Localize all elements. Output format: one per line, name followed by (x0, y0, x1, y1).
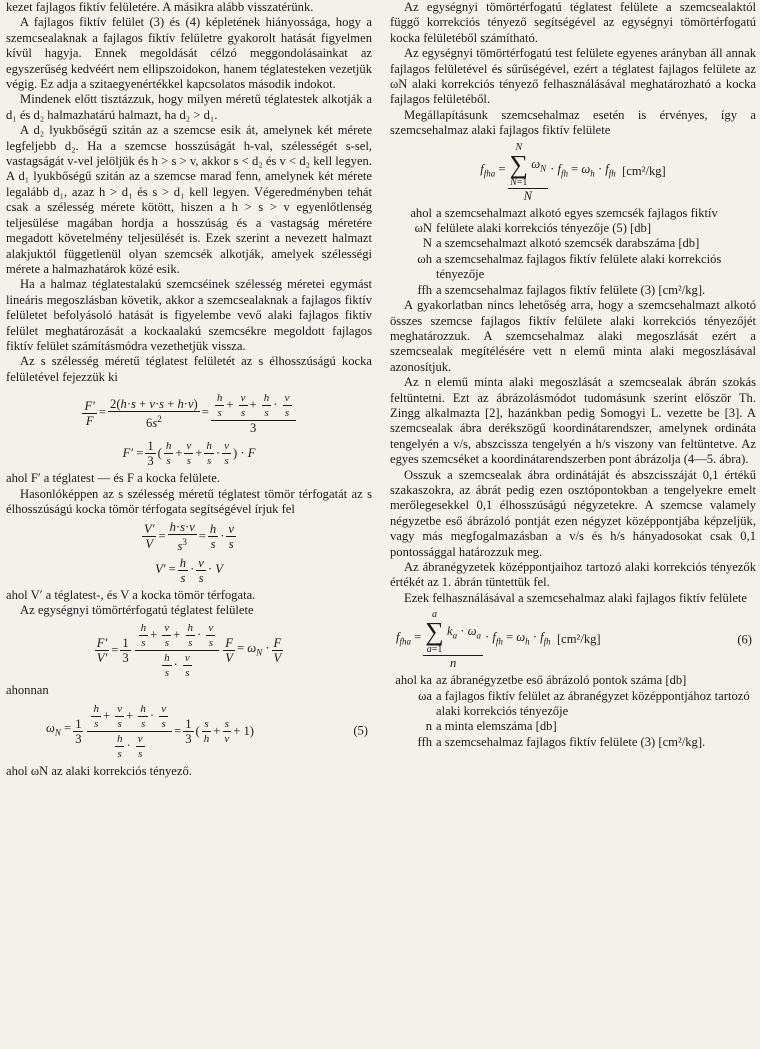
definition-item (390, 283, 756, 298)
unit-label: [cm²/kg] (556, 632, 601, 647)
paragraph: ahonnan (6, 683, 49, 698)
paragraph: A gyakorlatban nincs lehetőség arra, hogy a szemcsehalmazt alkotó összes szemcse fajlagos fiktív felülete alaki korrekciós tényezőjét meghatározzuk. A szemcsehalmaz alaki megoszlását ezért a szemcsealak megítélésére vett n elemű minta alaki megoszlásával azonosítjuk. (390, 298, 756, 374)
definition-item (390, 252, 756, 283)
equation-6: $f_{fha}$ = a ∑ a=1 $k_a \cdot \omega_a$ n · $f_{fh} = \omega_h \cdot f_{fh}$ [cm²/kg] (6) (396, 609, 752, 671)
paragraph: Az egységnyi tömörtérfogatú téglatest felülete (20, 602, 254, 617)
paragraph: Az n elemű minta alaki megoszlását a szemcsealak ábrán szokás feltüntetni. Ezt az ábrázolásmódot tudomásunk szerint először Th. Zingg alkalmazta [2], hazánkban pedig Somogyi L. vezette be [3]. A szemcsealak ábra derékszögű koordinátarendszer, amelynek ordináta tengelyén a v/s, abszcissza tengelyén a h/s viszony van feltüntetve. Az egyes szemcséket a koordinátarendszerben pont ábrázolja (4—5. ábra). (390, 375, 756, 467)
paragraph: ahol ωN az alaki korrekciós tényező. (6, 763, 192, 778)
equation-surface-ratio: $\frac{F'}{F}$ = $\frac{2(h\cdot s + v\cdot s + h\cdot v)}{6s^2}$ = $\frac{h}{s}$ + $\frac{v}{s}$ + $\frac{h}{s}$ · $\frac{v}{s}$ 3 F′ = $\frac{1}{3}$ ( $\frac{h}{s}$ + $\frac{v}{s}$ + $\frac{h}{s}$ · $\frac{v}{s}$ ) · F (6, 391, 372, 468)
definition-text: a szemcsehalmaz fajlagos fiktív felülete (3) [cm²/kg]. (436, 282, 706, 297)
definition-item (390, 689, 756, 720)
definition-symbol: ffh (417, 734, 432, 749)
definition-text: a fajlagos fiktív felület az ábranégyzet középpontjához tartozó alaki korrekciós tényezője (436, 688, 750, 719)
definition-symbol: N (422, 236, 432, 251)
paragraph: ahol F′ a téglatest — és F a kocka felülete. (6, 471, 220, 486)
paragraph: A fajlagos fiktív felület (3) és (4) képletének hiányossága, hogy a szemcsealaknak a fajlagos fiktív felületre gyakorolt hatását figyelmen kívül hagyja. Ennek megoldását célzó meggondolásainkat az egyszerűség kedvéért nem ellipszoidokon, hanem téglatesteken vezetjük végig. Ez adja a szitaegyenértékkel kapcsolatos második indokot. (6, 15, 372, 92)
definition-symbol: ωa (418, 688, 432, 703)
equation-unit-volume-surface: $\frac{F'}{V'}$ = $\frac{1}{3}$ $\frac{h}{s}$ + $\frac{v}{s}$ + $\frac{h}{s}$ · $\frac{v}{s}$ $\frac{h}{s}$ · $\frac{v}{s}$ $\frac{F}{V}$ = $\omega_N$ · $\frac{F}{V}$ (96, 622, 282, 680)
definitions-list (390, 206, 756, 298)
paragraph: Az egységnyi tömörtérfogatú téglatest felülete a szemcsealaktól függő korrekciós tényező segítségével az egységnyi tömörtérfogatú kocka felületéből számítható. (390, 0, 756, 45)
definition-item (390, 206, 756, 237)
paragraph: ahol V′ a téglatest-, és V a kocka tömör térfogata. (6, 587, 256, 602)
equation-number: (6) (737, 632, 752, 647)
definition-symbol: ahol ωN (410, 205, 432, 236)
definition-symbol: ffh (417, 282, 432, 297)
paragraph: Mindenek előtt tisztázzuk, hogy milyen méretű téglatestek alkotják a d₁ és d₂ halmazhatárú halmazt, ha d₂ > d₁. (6, 92, 372, 122)
definition-symbol: ahol ka (395, 673, 432, 688)
definition-text: a minta elemszáma [db] (436, 719, 557, 734)
paragraph: Az egységnyi tömörtérfogatú test felülete egyenes arányban áll annak fajlagos felületével és sűrűségével, ezért a téglatest fajlagos felülete az ωN alaki korrekciós tényező felhasználásával meghatározható a kocka fajlagos felületéből. (390, 46, 756, 107)
paragraph: Hasonlóképpen az s szélesség méretű téglatest tömör térfogatát az s élhosszúságú kocka tömör térfogata segítségével írjuk fel (6, 486, 372, 516)
definition-text: a szemcsehalmazt alkotó szemcsék darabszáma [db] (436, 236, 700, 251)
equation-5: $\omega_N$ = $\frac{1}{3}$ $\frac{h}{s}$ + $\frac{v}{s}$ + $\frac{h}{s}$ · $\frac{v}{s}$ $\frac{h}{s}$ · $\frac{v}{s}$ = $\frac{1}{3}$ ( $\frac{s}{h}$ + $\frac{s}{v}$ + 1) (5) (46, 702, 368, 760)
definition-text: a szemcsehalmaz fajlagos fiktív felülete alaki korrekciós tényezője (436, 251, 722, 282)
paragraph: Az s szélesség méretű téglatest felületét az s élhosszúságú kocka felületével fejezzük ki (6, 354, 372, 384)
definition-item (390, 735, 756, 750)
paragraph: Az ábranégyzetek középpontjaihoz tartozó alaki korrekciós tényezők értékét az 1. ábrán tüntettük fel. (390, 560, 756, 590)
paragraph: Ha a halmaz téglatestalakú szemcséinek szélesség méretei egymást lineáris megoszlásban követik, akkor a szemcsealaknak a fajlagos fiktív felületet befolyásoló hatását is figyelembe vevő alaki fajlagos fiktív felület meghatározását a kockaalakú szemcsékre megoldott fajlagos fiktív felület számításmódra vezethetjük vissza. (6, 277, 372, 353)
right-column (390, 0, 756, 750)
definitions-list (390, 673, 756, 750)
definition-symbol: ωh (417, 251, 432, 266)
definition-item (390, 673, 756, 688)
paragraph: Osszuk a szemcsealak ábra ordinátáját és abszcisszáját 0,1 értékű szakaszokra, az ábrát pedig ezen osztópontokban a tengelyekre emelt merőlegesekkel 0,1 élhosszúságú négyzetekre. A szemcse valamely négyzetbe eső ábrázoló pontját ezen négyzet középpontjába képzeljük, vagy más megfogalmazásban a v/s és h/s hányadosokat csak 0,1 pontossággal határozzuk meg. (390, 467, 756, 559)
definition-item (390, 719, 756, 734)
unit-label: [cm²/kg] (622, 164, 666, 179)
definition-text: a szemcsehalmazt alkotó egyes szemcsék fajlagos fiktív felülete alaki korrekciós tényezője (5) [db] (436, 205, 718, 236)
definition-text: az ábranégyzetbe eső ábrázoló pontok száma [db] (436, 673, 687, 688)
definition-text: a szemcsehalmaz fajlagos fiktív felülete (3) [cm²/kg]. (436, 734, 706, 749)
definition-item (390, 236, 756, 251)
paragraph: Megállapításunk szemcsehalmaz esetén is érvényes, így a szemcsehalmaz alaki fajlagos fiktív felülete (390, 107, 756, 138)
equation-aggregate-surface: $f_{fha}$ = N ∑ N=1 $\omega_N$ N · $f_{fh} = \omega_h \cdot f_{fh}$ [cm²/kg] (480, 141, 666, 203)
equation-volume-ratio: $\frac{V'}{V}$ = $\frac{h\cdot s\cdot v}{s^3}$ = $\frac{h}{s}$ · $\frac{v}{s}$ V′ = $\frac{h}{s}$ · $\frac{v}{s}$ · V (144, 520, 234, 585)
paragraph: A d₂ lyukbőségű szitán az a szemcse esik át, amelynek két mérete legfeljebb d₂. Ha a szemcse hosszúságát h-val, szélességét s-sel, vastagságát v-vel jelöljük és h > s > v, akkor s < d₂ és v < d₂ kell legyen. A d₁ lyukbőségű szitán az a szemcse marad fenn, amelynek két mérete legalább d₁, azaz h > d₁ és s > d₁ kell legyen. Végeredményben tehát csak a szélesség mérete kötött, hiszen a h > s > v egyenlőtlenség teljesülése magában hordja a hosszúság és a vastagság méretére megadott követelmény teljesülését is. Ezek szerint a nevezett halmazt alakjuktól függetlenül olyan szemcsék alkotják, amelyek szélességi mérete a halmazhatárok közé esik. (6, 123, 372, 276)
left-column (6, 0, 372, 779)
paragraph: Ezek felhasználásával a szemcsehalmaz alaki fajlagos fiktív felülete (404, 590, 748, 605)
definition-symbol: n (425, 719, 432, 734)
paragraph: kezet fajlagos fiktív felületére. A másikra alább visszatérünk. (6, 0, 314, 14)
equation-number: (5) (353, 723, 368, 738)
